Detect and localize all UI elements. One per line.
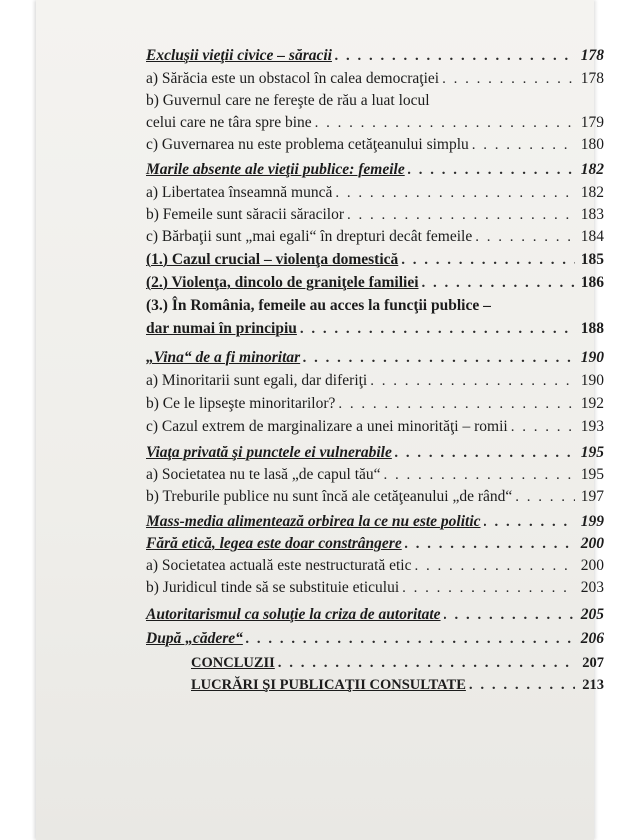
dot-leader bbox=[515, 488, 575, 506]
toc-entry-title: LUCRĂRI ŞI PUBLICAŢII CONSULTATE bbox=[191, 677, 466, 693]
toc-entry bbox=[146, 136, 604, 154]
toc-entry bbox=[146, 92, 604, 110]
toc-entry-page: 188 bbox=[580, 320, 604, 337]
toc-entry-title: Marile absente ale vieţii publice: femeile bbox=[146, 161, 405, 178]
toc-entry-title: a) Societatea nu te lasă „de capul tău“ bbox=[146, 466, 381, 483]
toc-entry-page: 183 bbox=[580, 206, 604, 223]
dot-leader bbox=[300, 320, 575, 338]
toc-entry-section bbox=[191, 654, 604, 672]
toc-entry-page: 200 bbox=[580, 557, 604, 574]
dot-leader bbox=[303, 349, 575, 367]
toc-entry-title: dar numai în principiu bbox=[146, 320, 297, 337]
toc-entry-title: b) Guvernul care ne fereşte de rău a luat locul bbox=[146, 92, 430, 109]
toc-entry-heading bbox=[146, 513, 604, 531]
toc-entry-title: (3.) În România, femeile au acces la funcţii publice – bbox=[146, 297, 491, 314]
toc-entry-section bbox=[191, 676, 604, 694]
toc-entry-page: 192 bbox=[580, 395, 604, 412]
toc-entry-page: 178 bbox=[580, 47, 604, 64]
toc-entry-heading bbox=[146, 444, 604, 462]
dot-leader bbox=[475, 228, 575, 246]
toc-entry-page: 203 bbox=[580, 579, 604, 596]
toc-entry-heading bbox=[146, 349, 604, 367]
dot-leader bbox=[408, 161, 575, 179]
toc-entry-title: c) Guvernarea nu este problema cetăţeanului simplu bbox=[146, 136, 469, 153]
dot-leader bbox=[338, 395, 575, 413]
toc-entry bbox=[146, 466, 604, 484]
dot-leader bbox=[484, 513, 575, 531]
toc-entry-title: Fără etică, legea este doar constrângere bbox=[146, 535, 402, 552]
toc-entry-title: CONCLUZII bbox=[191, 655, 275, 671]
dot-leader bbox=[347, 206, 575, 224]
toc-entry-title: a) Minoritarii sunt egali, dar diferiţi bbox=[146, 372, 368, 389]
toc-entry-page: 182 bbox=[580, 161, 604, 178]
toc-entry-heading bbox=[146, 535, 604, 553]
toc-entry-page: 193 bbox=[580, 418, 604, 435]
toc-entry-title: a) Sărăcia este un obstacol în calea democraţiei bbox=[146, 70, 440, 87]
toc-entry bbox=[146, 114, 604, 132]
dot-leader bbox=[422, 274, 575, 292]
toc-entry-title: „Vina“ de a fi minoritar bbox=[146, 349, 301, 366]
toc-entry-page: 207 bbox=[582, 655, 604, 671]
toc-entry-page: 182 bbox=[580, 184, 604, 201]
toc-entry-title: Viaţa privată şi punctele ei vulnerabile bbox=[146, 444, 392, 461]
toc-entry-numbered bbox=[146, 297, 604, 315]
book-page bbox=[36, 0, 604, 840]
toc-entry-title: (2.) Violenţa, dincolo de graniţele familiei bbox=[146, 274, 419, 291]
toc-entry-heading bbox=[146, 630, 604, 648]
toc-entry-title: b) Femeile sunt săracii săracilor bbox=[146, 206, 344, 223]
toc-entry bbox=[146, 184, 604, 202]
dot-leader bbox=[444, 606, 575, 624]
toc-entry-page: 178 bbox=[580, 70, 604, 87]
toc-entry bbox=[146, 418, 604, 436]
dot-leader bbox=[469, 676, 575, 694]
toc-entry-title: (1.) Cazul crucial – violenţa domestică bbox=[146, 251, 399, 268]
dot-leader bbox=[315, 114, 575, 132]
toc-entry bbox=[146, 70, 604, 88]
toc-entry-page: 180 bbox=[580, 136, 604, 153]
toc-entry-title: b) Ce le lipseşte minoritarilor? bbox=[146, 395, 336, 412]
toc-entry-page: 206 bbox=[580, 630, 604, 647]
toc-entry bbox=[146, 372, 604, 390]
toc-entry-numbered bbox=[146, 320, 604, 338]
toc-entry-page: 197 bbox=[580, 488, 604, 505]
toc-entry-title: a) Societatea actuală este nestructurată etic bbox=[146, 557, 412, 574]
toc-entry-page: 199 bbox=[580, 513, 604, 530]
dot-leader bbox=[278, 654, 575, 672]
toc-entry-heading bbox=[146, 606, 604, 624]
toc-entry-page: 195 bbox=[580, 466, 604, 483]
dot-leader bbox=[442, 70, 575, 88]
toc-entry bbox=[146, 488, 604, 506]
dot-leader bbox=[511, 418, 575, 436]
toc-entry-title: b) Treburile publice nu sunt încă ale cetăţeanului „de rând“ bbox=[146, 488, 513, 505]
toc-entry-title: a) Libertatea înseamnă muncă bbox=[146, 184, 333, 201]
toc-entry-heading bbox=[146, 47, 604, 65]
toc-entry-heading bbox=[146, 161, 604, 179]
toc-entry-title: celui care ne târa spre bine bbox=[146, 114, 312, 131]
toc-entry-page: 179 bbox=[580, 114, 604, 131]
toc-entry bbox=[146, 206, 604, 224]
dot-leader bbox=[415, 557, 576, 575]
dot-leader bbox=[401, 251, 575, 269]
dot-leader bbox=[472, 136, 575, 154]
toc-entry bbox=[146, 557, 604, 575]
toc-entry bbox=[146, 395, 604, 413]
toc-entry-page: 184 bbox=[580, 228, 604, 245]
dot-leader bbox=[395, 444, 575, 462]
toc-entry-title: Mass-media alimentează orbirea la ce nu este politic bbox=[146, 513, 481, 530]
toc-entry-page: 213 bbox=[582, 677, 604, 693]
toc-entry-page: 205 bbox=[580, 606, 604, 623]
toc-entry-page: 186 bbox=[580, 274, 604, 291]
toc-entry-title: Excluşii vieţii civice – săracii bbox=[146, 47, 332, 64]
dot-leader bbox=[335, 47, 575, 65]
toc-entry-page: 200 bbox=[580, 535, 604, 552]
dot-leader bbox=[405, 535, 575, 553]
toc-entry-title: c) Bărbaţii sunt „mai egali“ în drepturi decât femeile bbox=[146, 228, 473, 245]
toc-entry-numbered bbox=[146, 274, 604, 292]
toc-entry-page: 190 bbox=[580, 349, 604, 366]
dot-leader bbox=[246, 630, 575, 648]
toc-entry-title: După „cădere“ bbox=[146, 630, 243, 647]
toc-entry-title: c) Cazul extrem de marginalizare a unei minorităţi – romii bbox=[146, 418, 508, 435]
toc-entry-numbered bbox=[146, 251, 604, 269]
toc-entry-page: 185 bbox=[580, 251, 604, 268]
toc-entry-title: b) Juridicul tinde să se substituie eticului bbox=[146, 579, 400, 596]
dot-leader bbox=[402, 579, 575, 597]
table-of-contents bbox=[36, 0, 604, 840]
toc-entry bbox=[146, 228, 604, 246]
dot-leader bbox=[384, 466, 575, 484]
toc-entry-title: Autoritarismul ca soluţie la criza de autoritate bbox=[146, 606, 441, 623]
toc-entry-page: 190 bbox=[580, 372, 604, 389]
toc-entry bbox=[146, 579, 604, 597]
toc-entry-page: 195 bbox=[580, 444, 604, 461]
dot-leader bbox=[335, 184, 575, 202]
dot-leader bbox=[370, 372, 575, 390]
